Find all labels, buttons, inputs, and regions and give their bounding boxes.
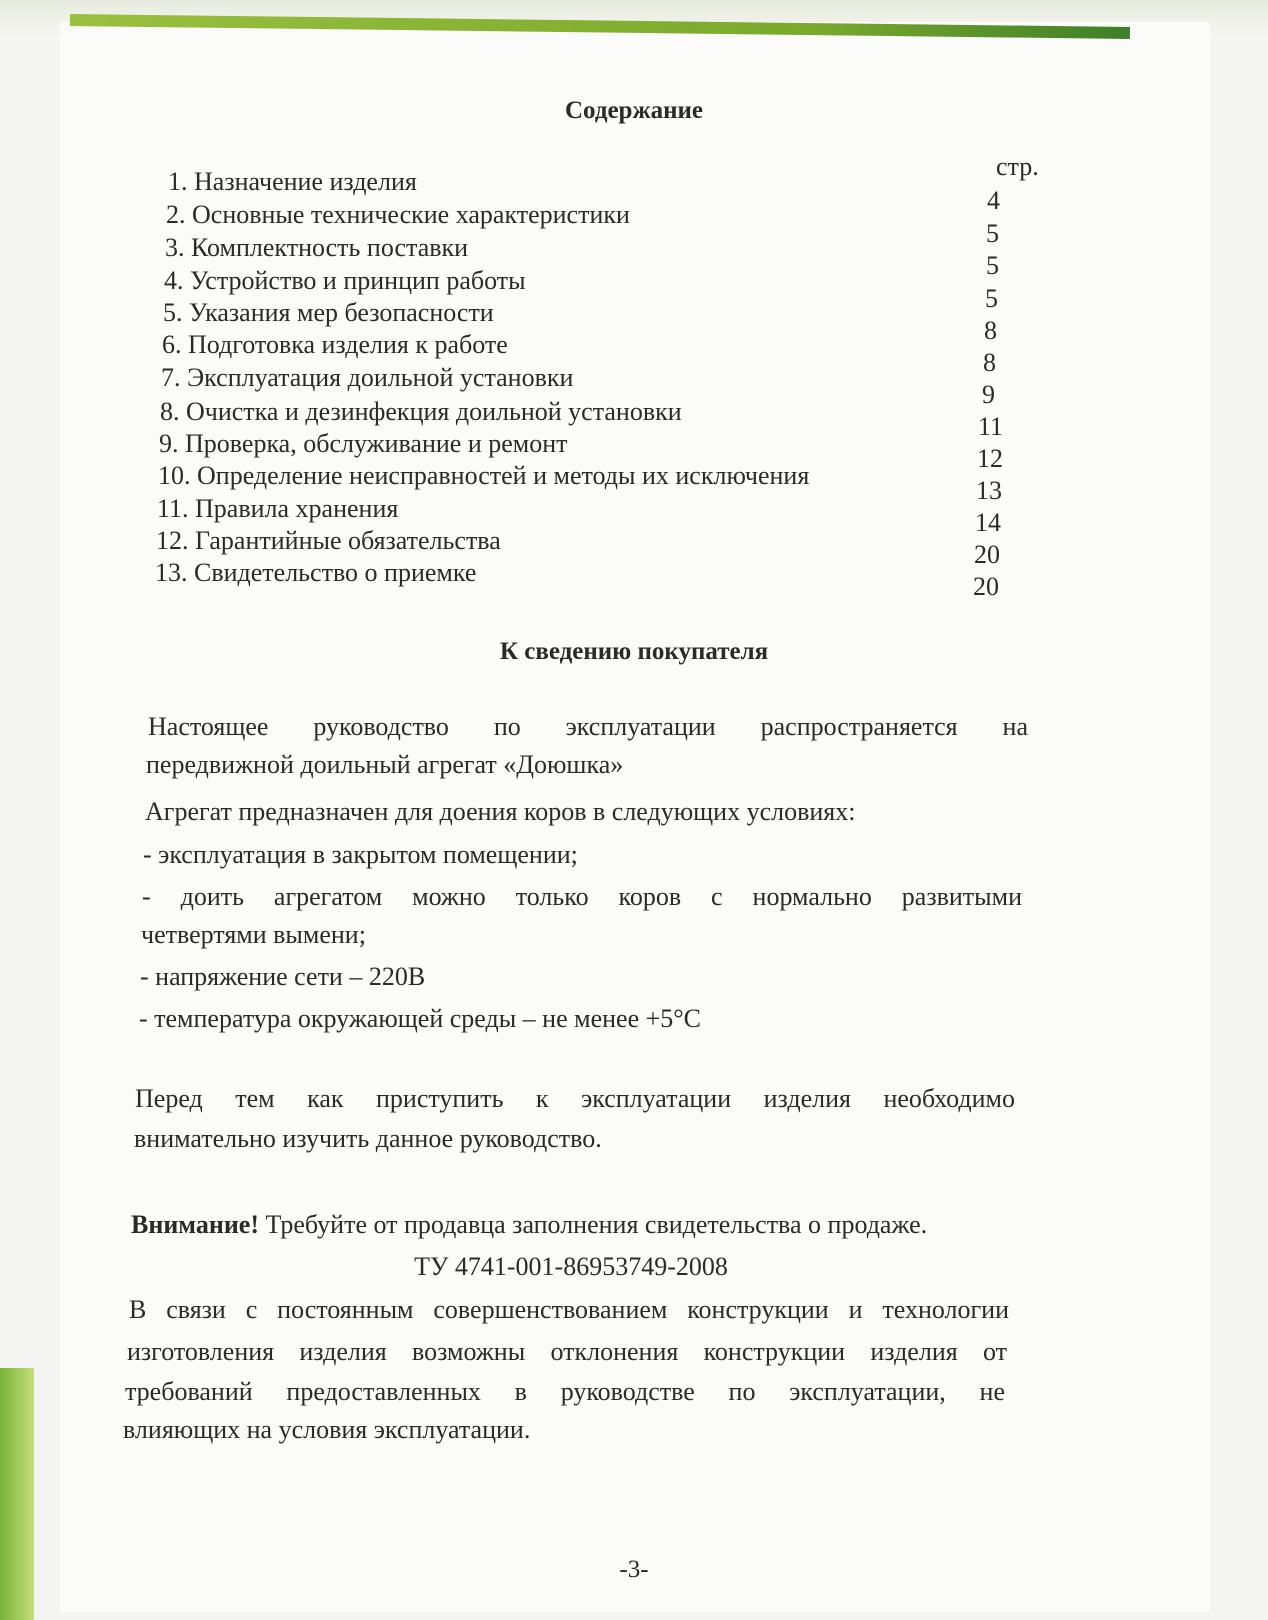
toc-page-8: 11	[978, 412, 1004, 441]
toc-item-13: 13. Свидетельство о приемке	[155, 558, 477, 587]
attention-text: Требуйте от продавца заполнения свидетельства о продаже.	[259, 1210, 928, 1239]
disclaimer-line-1: В связи с постоянным совершенствованием конструкции и технологии	[129, 1295, 1009, 1324]
intro-line-2: передвижной доильный агрегат «Доюшка»	[146, 750, 624, 779]
contents-heading: Содержание	[564, 97, 703, 124]
page-column-label: стр.	[996, 152, 1039, 181]
disclaimer-line-4: влияющих на условия эксплуатации.	[123, 1415, 531, 1444]
disclaimer-line-3: требований предоставленных в руководстве по эксплуатации, не	[125, 1377, 1005, 1406]
toc-item-5: 5. Указания мер безопасности	[163, 298, 494, 327]
toc-page-12: 20	[974, 540, 1000, 569]
attention-label: Внимание!	[131, 1210, 259, 1239]
toc-page-10: 13	[976, 476, 1002, 505]
toc-item-7: 7. Эксплуатация доильной установки	[161, 363, 574, 392]
toc-item-12: 12. Гарантийные обязательства	[156, 526, 501, 555]
toc-item-11: 11. Правила хранения	[157, 494, 399, 523]
before-use-line-2: внимательно изучить данное руководство.	[134, 1124, 602, 1153]
toc-item-2: 2. Основные технические характеристики	[166, 200, 630, 229]
toc-item-1: 1. Назначение изделия	[168, 167, 417, 196]
toc-page-2: 5	[986, 219, 999, 248]
condition-2-line-1: - доить агрегатом можно только коров с нормально развитыми	[142, 882, 1022, 911]
toc-page-5: 8	[984, 316, 997, 345]
purpose-line: Агрегат предназначен для доения коров в следующих условиях:	[145, 797, 856, 826]
condition-1: - эксплуатация в закрытом помещении;	[143, 840, 578, 869]
spec-code: ТУ 4741-001-86953749-2008	[414, 1252, 728, 1281]
toc-item-8: 8. Очистка и дезинфекция доильной установки	[160, 397, 682, 426]
intro-line-1: Настоящее руководство по эксплуатации распространяется на	[148, 712, 1028, 741]
toc-page-13: 20	[973, 572, 999, 601]
condition-3: - напряжение сети – 220В	[140, 962, 426, 991]
toc-item-10: 10. Определение неисправностей и методы их исключения	[158, 461, 810, 490]
toc-page-9: 12	[977, 444, 1003, 473]
toc-page-3: 5	[986, 251, 999, 280]
condition-4: - температура окружающей среды – не менее +5°С	[139, 1004, 702, 1033]
toc-page-7: 9	[982, 380, 995, 409]
toc-page-11: 14	[975, 508, 1001, 537]
attention-line	[131, 1208, 1011, 1242]
toc-item-4: 4. Устройство и принцип работы	[164, 266, 526, 295]
page-number: -3-	[619, 1556, 649, 1583]
condition-2-line-2: четвертями вымени;	[141, 920, 366, 949]
toc-page-4: 5	[985, 284, 998, 313]
toc-page-6: 8	[983, 348, 996, 377]
toc-item-6: 6. Подготовка изделия к работе	[162, 330, 508, 359]
toc-page-1: 4	[987, 186, 1000, 215]
table-of-contents	[0, 0, 1268, 640]
toc-item-9: 9. Проверка, обслуживание и ремонт	[159, 429, 568, 458]
before-use-line-1: Перед тем как приступить к эксплуатации изделия необходимо	[135, 1084, 1015, 1113]
buyer-notice-heading: К сведению покупателя	[499, 638, 769, 665]
toc-item-3: 3. Комплектность поставки	[165, 233, 469, 262]
disclaimer-line-2: изготовления изделия возможны отклонения конструкции изделия от	[127, 1337, 1007, 1366]
